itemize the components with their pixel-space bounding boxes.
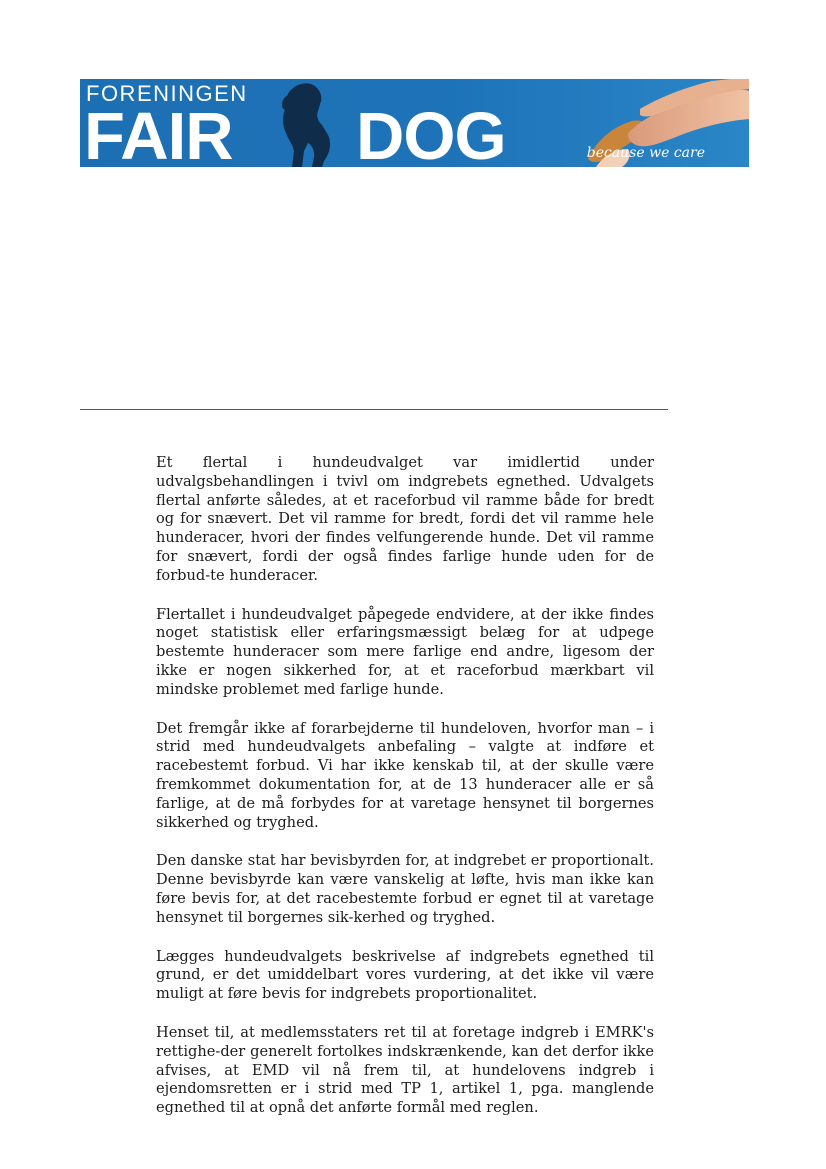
dog-silhouette-icon	[252, 81, 362, 167]
banner-name-part2: DOG	[356, 99, 506, 167]
paragraph: Det fremgår ikke af forarbejderne til hundeloven, hvorfor man – i strid med hundeudvalgets anbefaling – valgte at indføre et racebestemt forbud. Vi har ikke kenskab til, at der skulle være fremkommet dokumentation for, at de 13 hunderacer alle er så farlige, at de må forbydes for at varetage hensynet til borgernes sikkerhed og tryghed.	[156, 719, 654, 831]
paragraph: Henset til, at medlemsstaters ret til at foretage indgreb i EMRK's rettighe-der generelt fortolkes indskrænkende, kan det derfor ikke afvises, at EMD vil nå frem til, at hundelovens indgreb i ejendomsretten er i strid med TP 1, artikel 1, pga. manglende egnethed til at opnå det anførte formål med reglen.	[156, 1023, 654, 1117]
paragraph: Lægges hundeudvalgets beskrivelse af indgrebets egnethed til grund, er det umiddelbart vores vurdering, at det ikke vil være muligt at føre bevis for indgrebets proportionalitet.	[156, 947, 654, 1003]
paragraph: Flertallet i hundeudvalget påpegede endvidere, at der ikke findes noget statistisk eller erfaringsmæssigt belæg for at udpege bestemte hunderacer som mere farlige end andre, ligesom der ikke er nogen sikkerhed for, at et raceforbud mærkbart vil mindske problemet med farlige hunde.	[156, 605, 654, 698]
header-divider	[80, 409, 668, 410]
banner-org-prefix: FORENINGEN	[86, 81, 248, 106]
fairdog-banner	[80, 79, 749, 167]
banner-tagline: because we care	[586, 145, 705, 161]
paragraph: Et flertal i hundeudvalget var imidlertid under udvalgsbehandlingen i tvivl om indgrebets egnethed. Udvalgets flertal anførte således, at et raceforbud vil ramme både for bredt og for snævert. Det vil ramme for bredt, fordi det vil ramme hele hunderacer, hvori der findes velfungerende hunde. Det vil ramme for snævert, fordi der også findes farlige hunde uden for de forbud-te hunderacer.	[156, 454, 654, 584]
paragraph: Den danske stat har bevisbyrden for, at indgrebet er proportionalt. Denne bevisbyrde kan være vanskelig at løfte, hvis man ikke kan føre bevis for, at det racebestemte forbud er egnet til at varetage hensynet til borgernes sik-kerhed og tryghed.	[156, 852, 654, 926]
scanned-text-block	[150, 454, 660, 1138]
banner-name-part1: FAIR	[84, 99, 233, 167]
